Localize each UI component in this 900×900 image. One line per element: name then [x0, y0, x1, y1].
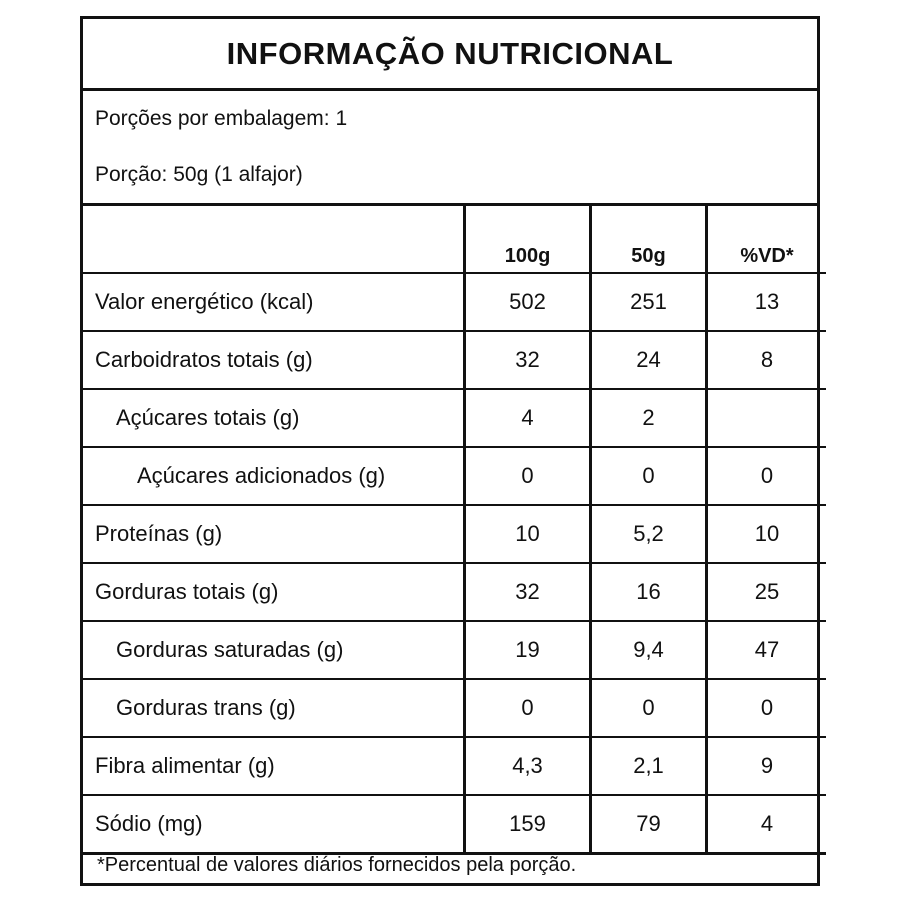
value-per-portion: 24	[591, 331, 707, 389]
nutrient-name: Carboidratos totais (g)	[83, 331, 465, 389]
value-daily-percent: 9	[707, 737, 827, 795]
nutrient-name: Valor energético (kcal)	[83, 273, 465, 331]
value-per-100g: 0	[465, 447, 591, 505]
value-daily-percent	[707, 389, 827, 447]
value-daily-percent: 47	[707, 621, 827, 679]
servings-per-package: Porções por embalagem: 1	[95, 107, 348, 130]
value-per-100g: 32	[465, 563, 591, 621]
table-row	[83, 447, 826, 505]
value-per-portion: 16	[591, 563, 707, 621]
value-per-portion: 2	[591, 389, 707, 447]
table-row	[83, 389, 826, 447]
nutrition-table	[83, 206, 826, 855]
value-daily-percent: 10	[707, 505, 827, 563]
header-daily-value: %VD*	[707, 206, 827, 273]
value-per-100g: 0	[465, 679, 591, 737]
nutrient-name: Açúcares adicionados (g)	[83, 447, 465, 505]
nutrient-name: Sódio (mg)	[83, 795, 465, 854]
table-row	[83, 621, 826, 679]
header-per-100g: 100g	[465, 206, 591, 273]
footnote: *Percentual de valores diários fornecidos pela porção.	[97, 854, 577, 876]
table-row	[83, 505, 826, 563]
value-per-100g: 159	[465, 795, 591, 854]
value-per-portion: 5,2	[591, 505, 707, 563]
value-daily-percent: 4	[707, 795, 827, 854]
table-row	[83, 273, 826, 331]
value-per-portion: 0	[591, 679, 707, 737]
value-per-portion: 9,4	[591, 621, 707, 679]
label-title: INFORMAÇÃO NUTRICIONAL	[83, 19, 817, 91]
table-row	[83, 679, 826, 737]
value-per-portion: 2,1	[591, 737, 707, 795]
table-row	[83, 563, 826, 621]
value-daily-percent: 13	[707, 273, 827, 331]
value-per-portion: 0	[591, 447, 707, 505]
value-per-100g: 10	[465, 505, 591, 563]
table-header-row	[83, 206, 826, 273]
nutrient-name: Fibra alimentar (g)	[83, 737, 465, 795]
value-per-100g: 19	[465, 621, 591, 679]
nutrient-name: Açúcares totais (g)	[83, 389, 465, 447]
nutrient-name: Proteínas (g)	[83, 505, 465, 563]
value-per-100g: 502	[465, 273, 591, 331]
value-per-portion: 251	[591, 273, 707, 331]
nutrition-facts-label	[80, 16, 820, 886]
header-blank-cell	[83, 206, 465, 273]
value-daily-percent: 25	[707, 563, 827, 621]
header-per-portion: 50g	[591, 206, 707, 273]
value-daily-percent: 8	[707, 331, 827, 389]
value-daily-percent: 0	[707, 679, 827, 737]
serving-info	[83, 91, 817, 206]
value-per-100g: 32	[465, 331, 591, 389]
value-per-100g: 4	[465, 389, 591, 447]
table-row	[83, 737, 826, 795]
table-row	[83, 331, 826, 389]
value-daily-percent: 0	[707, 447, 827, 505]
value-per-100g: 4,3	[465, 737, 591, 795]
table-row	[83, 795, 826, 854]
value-per-portion: 79	[591, 795, 707, 854]
nutrient-name: Gorduras totais (g)	[83, 563, 465, 621]
nutrient-name: Gorduras saturadas (g)	[83, 621, 465, 679]
serving-size: Porção: 50g (1 alfajor)	[95, 163, 303, 186]
nutrient-name: Gorduras trans (g)	[83, 679, 465, 737]
